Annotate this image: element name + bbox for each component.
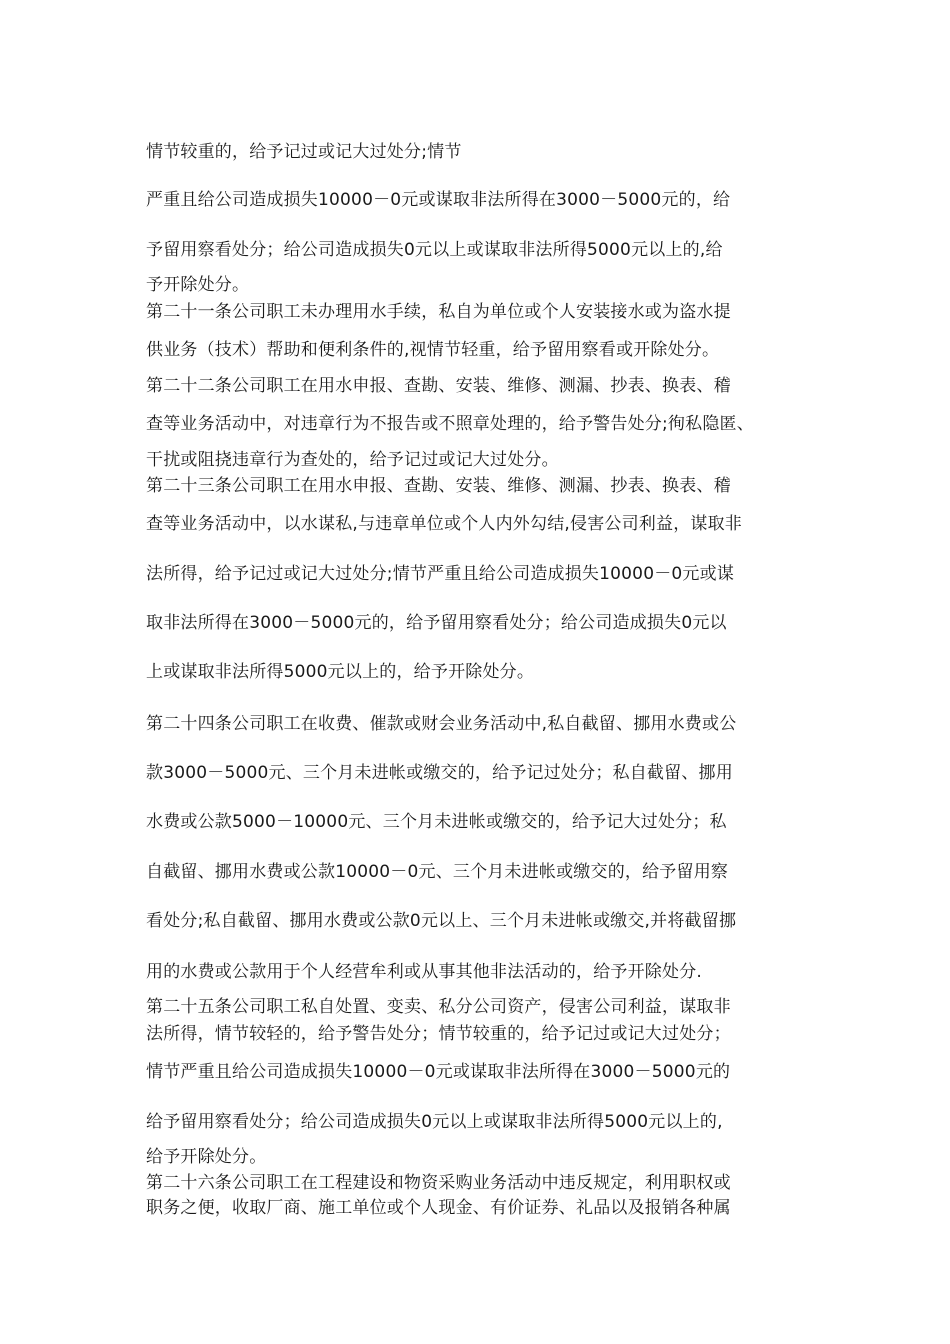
text-line: 法所得，给予记过或记大过处分;情节严重且给公司造成损失10000－0元或谋 [146, 564, 735, 584]
text-line: 给予开除处分。 [146, 1147, 267, 1167]
text-line: 法所得，情节较轻的，给予警告处分；情节较重的，给予记过或记大过处分； [146, 1024, 731, 1044]
text-line: 给予留用察看处分；给公司造成损失0元以上或谋取非法所得5000元以上的, [146, 1112, 723, 1132]
text-line: 第二十六条公司职工在工程建设和物资采购业务活动中违反规定，利用职权或 [146, 1173, 731, 1193]
text-line: 情节严重且给公司造成损失10000－0元或谋取非法所得在3000－5000元的 [146, 1062, 731, 1082]
text-line: 第二十五条公司职工私自处置、变卖、私分公司资产，侵害公司利益，谋取非 [146, 997, 731, 1017]
text-line: 看处分;私自截留、挪用水费或公款0元以上、三个月未进帐或缴交,并将截留挪 [146, 911, 737, 931]
text-line: 水费或公款5000－10000元、三个月未进帐或缴交的，给予记大过处分；私 [146, 812, 727, 832]
text-line: 第二十三条公司职工在用水申报、查勘、安装、维修、测漏、抄表、换表、稽 [146, 476, 731, 496]
text-line: 自截留、挪用水费或公款10000－0元、三个月未进帐或缴交的，给予留用察 [146, 862, 729, 882]
text-line: 干扰或阻挠违章行为查处的，给予记过或记大过处分。 [146, 450, 559, 470]
text-line: 查等业务活动中，以水谋私,与违章单位或个人内外勾结,侵害公司利益，谋取非 [146, 514, 743, 534]
text-line: 情节较重的，给予记过或记大过处分;情节 [146, 142, 462, 162]
text-line: 查等业务活动中，对违章行为不报告或不照章处理的，给予警告处分;徇私隐匿、 [146, 414, 754, 434]
text-line: 供业务（技术）帮助和便利条件的,视情节轻重，给予留用察看或开除处分。 [146, 340, 720, 360]
text-line: 上或谋取非法所得5000元以上的，给予开除处分。 [146, 662, 535, 682]
text-line: 严重且给公司造成损失10000－0元或谋取非法所得在3000－5000元的，给 [146, 190, 731, 210]
text-line: 第二十一条公司职工未办理用水手续，私自为单位或个人安装接水或为盗水提 [146, 302, 731, 322]
text-line: 用的水费或公款用于个人经营牟利或从事其他非法活动的，给予开除处分. [146, 962, 703, 982]
text-line: 予留用察看处分；给公司造成损失0元以上或谋取非法所得5000元以上的,给 [146, 240, 723, 260]
text-line: 款3000－5000元、三个月未进帐或缴交的，给予记过处分；私自截留、挪用 [146, 763, 733, 783]
text-line: 第二十四条公司职工在收费、催款或财会业务活动中,私自截留、挪用水费或公 [146, 714, 737, 734]
text-line: 取非法所得在3000－5000元的，给予留用察看处分；给公司造成损失0元以 [146, 613, 727, 633]
text-line: 职务之便，收取厂商、施工单位或个人现金、有价证券、礼品以及报销各种属 [146, 1198, 731, 1218]
text-line: 予开除处分。 [146, 275, 250, 295]
text-line: 第二十二条公司职工在用水申报、查勘、安装、维修、测漏、抄表、换表、稽 [146, 376, 731, 396]
